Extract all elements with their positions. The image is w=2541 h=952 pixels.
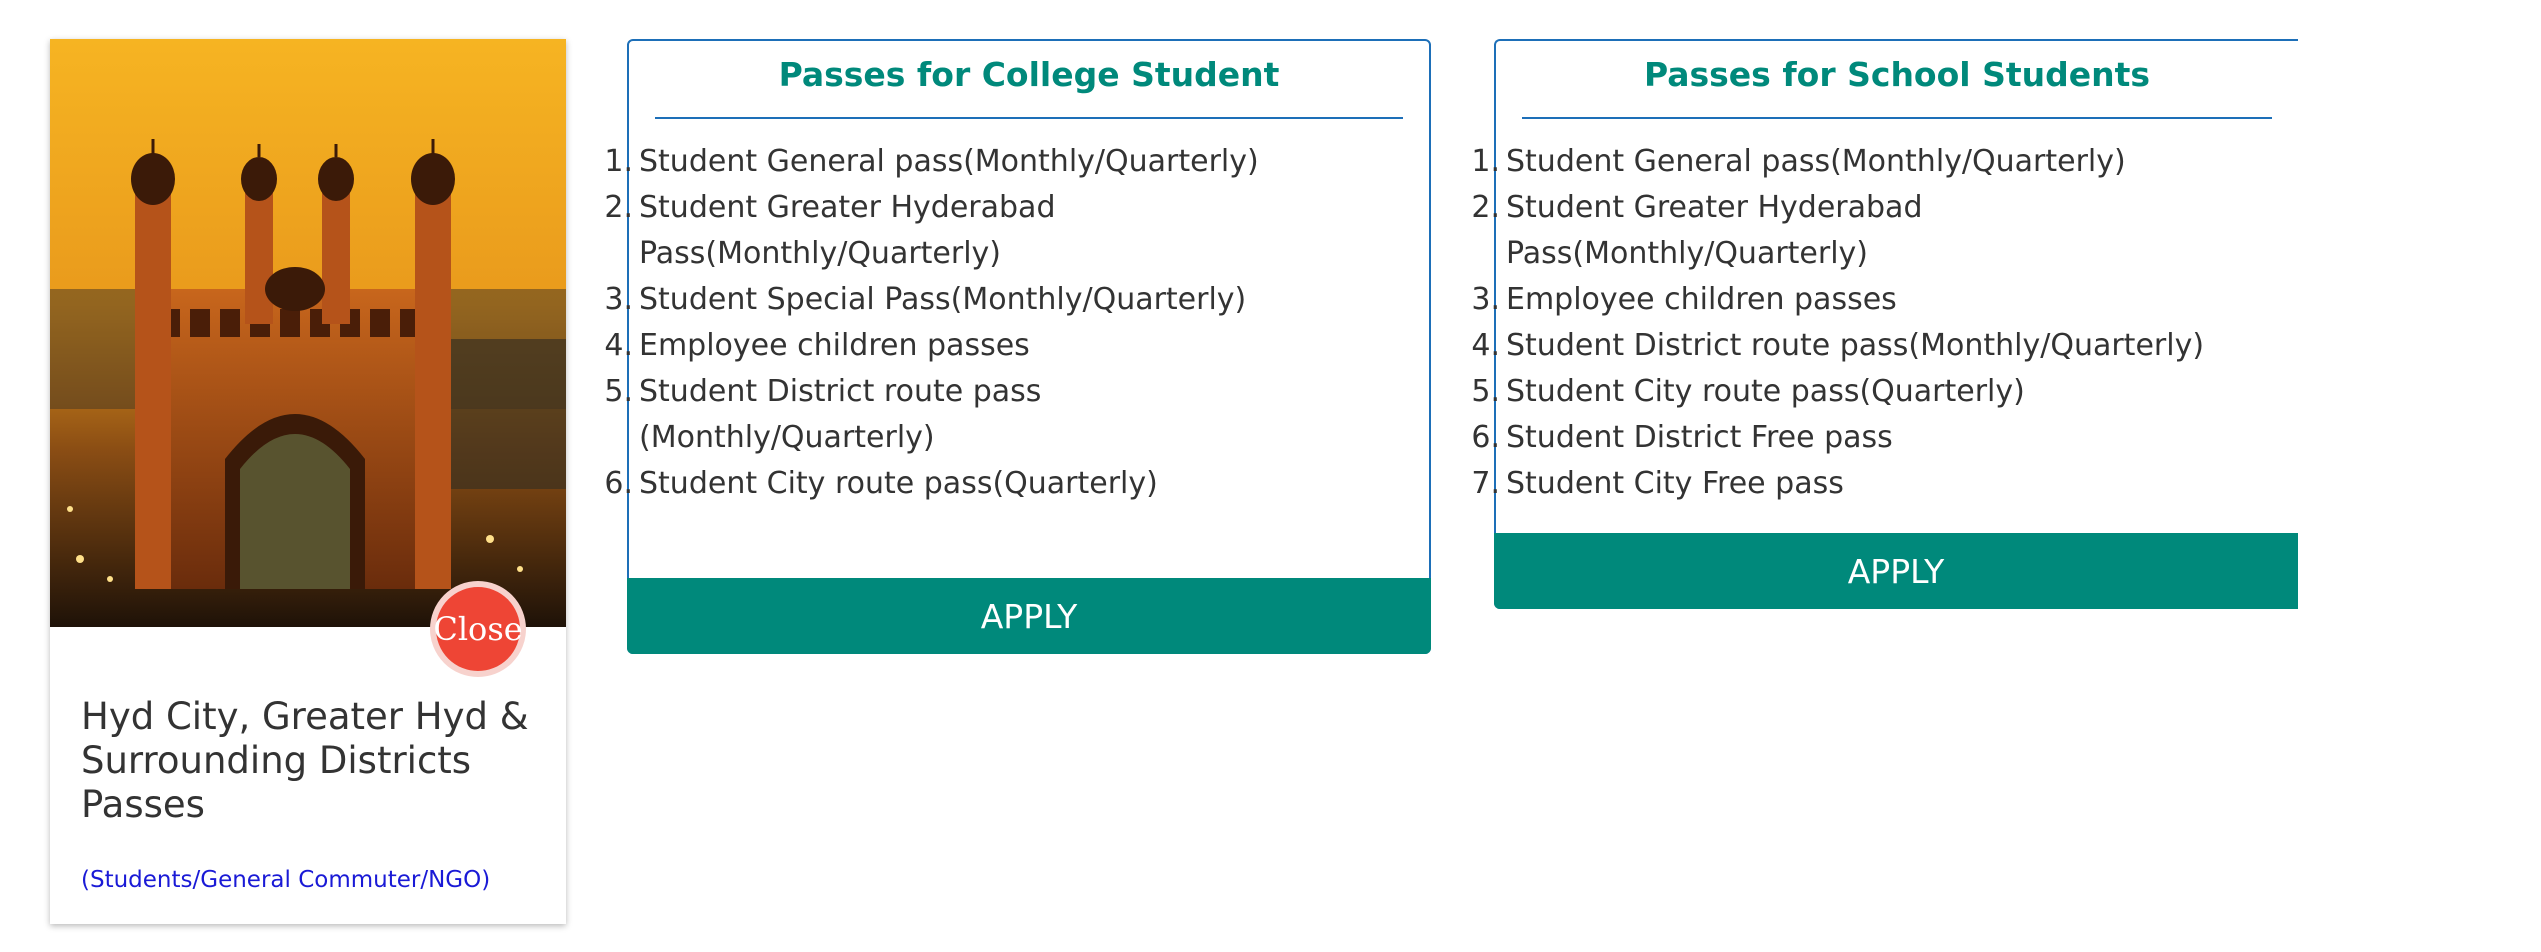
panel-title: Passes for School Students xyxy=(1643,55,2151,94)
divider xyxy=(1522,117,2272,119)
close-button[interactable]: Close xyxy=(430,581,526,677)
list-item: 5. Student City route pass(Quarterly) xyxy=(1471,374,2025,409)
list-item: 3. Student Special Pass(Monthly/Quarterly) xyxy=(604,282,1247,317)
list-item: 7. Student City Free pass xyxy=(1471,466,1844,501)
list-item: 1. Student General pass(Monthly/Quarterly) xyxy=(1471,144,2126,179)
college-passes-panel xyxy=(604,39,1431,654)
city-passes-card[interactable] xyxy=(50,39,566,924)
apply-button[interactable]: APPLY xyxy=(627,578,1431,654)
list-item: 4. Employee children passes xyxy=(604,328,1030,363)
divider xyxy=(655,117,1403,119)
pass-list xyxy=(1464,139,2266,507)
charminar-image xyxy=(50,39,566,627)
list-item: 2. Student Greater Hyderabad Pass(Monthly/Quarterly) xyxy=(604,190,1056,271)
list-item: 2. Student Greater Hyderabad Pass(Monthly/Quarterly) xyxy=(1471,190,1923,271)
panel-title: Passes for College Student xyxy=(778,55,1280,94)
school-passes-panel xyxy=(1471,39,2298,609)
card-subtitle: (Students/General Commuter/NGO) xyxy=(81,867,491,893)
list-item: 5. Student District route pass (Monthly/Quarterly) xyxy=(604,374,1042,455)
list-item: 1. Student General pass(Monthly/Quarterly) xyxy=(604,144,1259,179)
list-item: 6. Student City route pass(Quarterly) xyxy=(604,466,1158,501)
list-item: 4. Student District route pass(Monthly/Quarterly) xyxy=(1471,328,2205,363)
pass-list xyxy=(597,139,1299,507)
list-item: 3. Employee children passes xyxy=(1471,282,1897,317)
list-item: 6. Student District Free pass xyxy=(1471,420,1893,455)
apply-button[interactable]: APPLY xyxy=(1494,533,2298,609)
card-title: Hyd City, Greater Hyd & Surrounding Districts Passes xyxy=(81,695,529,826)
